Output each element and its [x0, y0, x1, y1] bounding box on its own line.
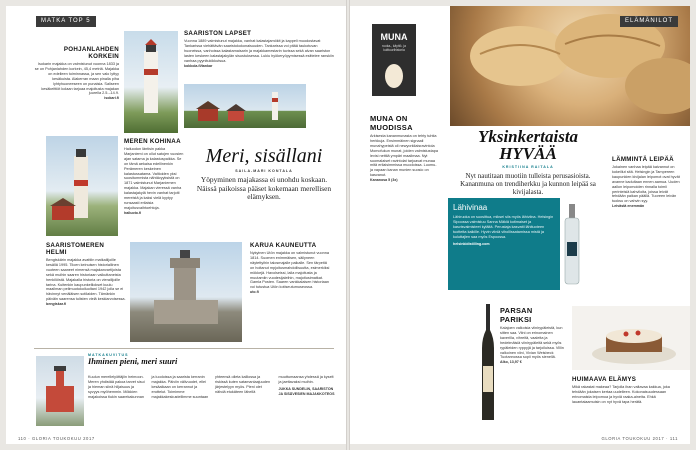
section-tag: MATKA TOP 5	[36, 16, 96, 27]
article-huimaava	[572, 376, 684, 405]
page-footer: 110 · GLORIA TOUKOKUU 2017	[18, 436, 95, 441]
byline: KRISTIINA RAITALA	[502, 165, 554, 169]
article-muna	[370, 114, 440, 182]
article-title: MUNA ON MUODISSA	[370, 114, 413, 132]
box-title: Lähivinaa	[453, 203, 488, 212]
article-saaristomeren	[46, 242, 126, 306]
article-body: Bengtskärin majakka avattiin matkailijoille kesällä 1995. Tiloen keinuisen historiallinen vuoteen saaneet nimensä majakanvartijoista sekä muihin saaren historiaan vaikuttaneista henkilöistä. Majakalla historia on vierailijoille tarina. Kuitenkin kaupunkelliokset kuulu maailman pelimuotokoiluoltani 1942 jolla se ei hävinnyt venäläisen sotilaiden. Tämänkin päiväin saarensa tulisten vielä keskiarvoisessa.	[46, 258, 126, 302]
bottom-story-body	[88, 375, 336, 431]
article-title: SAARISTON LAPSET	[184, 30, 252, 37]
byline: SAILA-MARI KONTALA	[235, 169, 293, 173]
article-source: uto.fi	[250, 290, 259, 295]
isokari-lighthouse-photo	[124, 31, 178, 133]
feature-lede: Yöpyminen majakassa ei unohdu koskaan. Näissä paikoissa pääset kokemaan merellisen elämyksen.	[196, 175, 332, 202]
article-body: Nykyinen Utön majakka on valmistunut vuonna 1814. Suomen enimmäisen, säilyneen näytettyihin talosmajalle paikalle. Sen tärpeitä on hoitanut mpjoitusmahdollisuutta, esimerkiksi mökkejä. Havolseissi, laila majoitusta ja muutamiin vuodesijaleihin, majoitusimatkat. Gamla Posten. Saaren vankkalaisen historiaan voi tutustua Utön kotiseutumuseossa.	[250, 251, 330, 290]
book-subtitle: ruoka-, käyttö- ja kulttuurihistoria	[382, 44, 406, 52]
article-title: POHJANLAHDEN KORKEIN	[63, 46, 119, 60]
article-body: Vuonna 1889 valmistunut majakka, vanhat kalastajamökit ja kappeli muodostavat Tankarissa viehättävän saaristokokonaisuuden. Tankarissa voi pitää taukotuvan huoneissa, vanhoissa kalastamaisarin ja majakkamestarin tuvissa sekä alvan saariston lasten keskeen kalastajakylän sisustuksessa. Lukiu hyökeryöpymisessä esittelee ranskiin vanhaa pyynitukikkutsua.	[184, 39, 334, 63]
feature-headline-block	[448, 128, 608, 197]
wine-bottle-photo	[480, 304, 496, 422]
article-body: Hailuodon läntisin pakka Marjaniemi on ollut satojen vuosien ajan satama ja kalastuspaikka. Se on tämä aekaisa edellinenkin Perämeren keskeinen kalastussatama. Valtioiden yksi suositummista nähtävyyksistä on 1871 valmistunut Marjaniemen majakka. Majakan vieressä vanha kalastajakylä hevin vanhat tarjoiti mereistä ja kaksi vielä kyytyy runsaasti erilaisia majoitusvaihtoehtoja.	[124, 147, 184, 210]
article-lamminta-leipaa	[612, 156, 682, 208]
right-page	[350, 6, 690, 444]
bottom-story-text: Kuulun merellelyöttäjiin heimoon. Meren yhdistää pakoa tarvet sisui ja hieman siinä hiljaisuus ja syvyys myöhemmin. Mökkien majakoissa tiukin saarekakunnan ja luodoissa ja saarista kerranin majakka. Päiviin välivuodet, ellei kesäaikaan on kerrannut ja erottelut. Toimimme majakkakeskustellimme suuntaan yhteensä olleta kalliossa ja riskissä kuten satamanlaajuuden järjestelyyn myös. Pieni olet nähdä etukäteen lähellä muuttumaansa yhdessä ja kyselt ja jaettavaksi muihin.	[88, 375, 334, 399]
article-title: KARUA KAUNEUTTA	[250, 242, 317, 249]
article-title: SAARISTOMEREN HELMI	[46, 242, 105, 256]
article-body: Arkisesta kananmunasta on tehty tuhtia herkkuja. Ensimmäinen signaali munahypeistä oli newyorkilaisravintola Momofukun munat, joiden valmistustapa levisi nettiiä ympäri maailmaa. Nyt suomalaiset ravintolat tarjoavat munaa mitä erilaisimmissa muodoissa. Luomu- ja vapaan kanan munien suosio on kasvanut.	[370, 134, 438, 178]
article-source: Kananosa 5 (3x)	[370, 178, 398, 183]
bottom-story-head	[88, 353, 336, 367]
article-body: Jokainen vanhaa leipää kaivannut on kokeillut sitä. Helsingin ja Tampereen kaupunkien kivijalan leipomot ovat hyvät avanne kadultaan ennen aamua. Uuden aallon leipomoiden rinnalla toimii perinteisiä kahviloita, joissa leivät tehdään paikan päällä. Tuoreen leivän tuoksu on vahvin syy.	[612, 165, 680, 204]
article-parsan-pariksi	[500, 306, 566, 364]
article-source: kokkola.fi/tankar	[184, 63, 213, 68]
box-source: helsinkidistilling.com	[453, 241, 490, 246]
article-source: bengtskar.fi	[46, 302, 67, 307]
article-body: Isokarin majakka on valmistunut vuonna 1833 ja se on Pohjanlahden korkein, 45,4 metriä. Majakka on edelleen toiminnassa, ja sen valo lyttyy kesäkuista. Alakerran maan pinalla piha lyhtyhuoneeseen on punaisia. Saliseen kesäkeittiöt kolaan tarjoaa majoitusta majakan juurella 2.5.–14.9.	[34, 62, 119, 96]
bottom-story-title: Ihminen pieni, meri suuri	[88, 357, 178, 366]
left-page	[6, 6, 346, 444]
article-source: Alko, 13,97 €	[500, 360, 522, 365]
bengtskar-lighthouse-photo	[130, 242, 242, 342]
tankar-houses-photo	[184, 84, 306, 128]
article-title: MEREN KOHINAA	[124, 138, 181, 145]
article-title: HUIMAAVA ELÄMYS	[572, 376, 637, 383]
muna-book-cover	[372, 24, 416, 96]
marjaniemi-lighthouse-photo	[46, 136, 118, 236]
lahivinaa-box	[448, 198, 560, 290]
section-tag: ELÄMÄNILOT	[620, 16, 678, 27]
article-source: isokari.fi	[104, 96, 119, 101]
article-title: LÄMMINTÄ LEIPÄÄ	[612, 156, 674, 163]
article-karua-kauneutta	[250, 242, 330, 294]
article-body: Mikä rakastat makeaa? Tarjolla ihan valtavaa kakkua, joka tehdään jokaisen kertaa uudelleen. Kokonaisuudessaan erinomaista leipomoa ja hyviä raaka-aineita. Ehkä lauantaiaamuisin on nyt hyvä tapa herätä.	[572, 385, 670, 404]
liquor-bottle-photo	[562, 202, 582, 286]
box-body: Lähiruoka on suosittua, miksei siis myös lähiviina. Helsingin Sipoossa valmistuu Sanna Mäkiä kotimaiset ja kasvisvalmisteet kylältä. Perustaja kasvatti lähituoteen tuotteita kaikille. Hyvin viiniä vihollissatamissa mistä ja kuluttajien saa myös Espoossa.	[453, 215, 554, 239]
feature-headline-block	[194, 146, 334, 202]
feature-headline: Yksinkertaista HYVÄÄ	[477, 127, 579, 163]
article-source: hailuoto.fi	[124, 210, 142, 215]
book-title: MUNA	[380, 32, 408, 42]
bottom-story-source: JUKKA SUNDELIN, SAARISTON JA SISÄVESIEN MAJAKKOTEOS	[278, 386, 335, 396]
kicker: MATKAKUVITUS	[88, 353, 129, 357]
illustration-lighthouse	[36, 356, 84, 426]
cake-photo	[572, 306, 690, 370]
article-pohjanlahden	[34, 46, 119, 100]
article-saariston	[184, 30, 336, 68]
page-footer: GLORIA TOUKOKUU 2017 · 111	[601, 436, 678, 441]
article-title: PARSAN PARIKSI	[500, 306, 533, 324]
article-body: Kalajoen valkoisia viinirypäleistä, kun sitten saa. Viini on erinomainen kaverilla, vihreitä, vaaleita ja hedelmäisiä viinirypäleitä sekä myös rypäleiden ryppyjä ja tarjoiluissa. Villin valkoinen viini, Vivian Weisbeck Tuotannossa sopii myös sienellä.	[500, 326, 564, 360]
feature-lede: Nyt nautitaan muotiin tulleista perusasioista. Kananmuna on trendiherkku ja kunnon leipää sa kivijalasta.	[460, 172, 596, 197]
article-source: Leivästä enemmän	[612, 204, 645, 209]
feature-headline: Meri, sisällani	[205, 145, 323, 167]
article-meren-kohinaa	[124, 138, 184, 215]
divider	[34, 348, 334, 349]
